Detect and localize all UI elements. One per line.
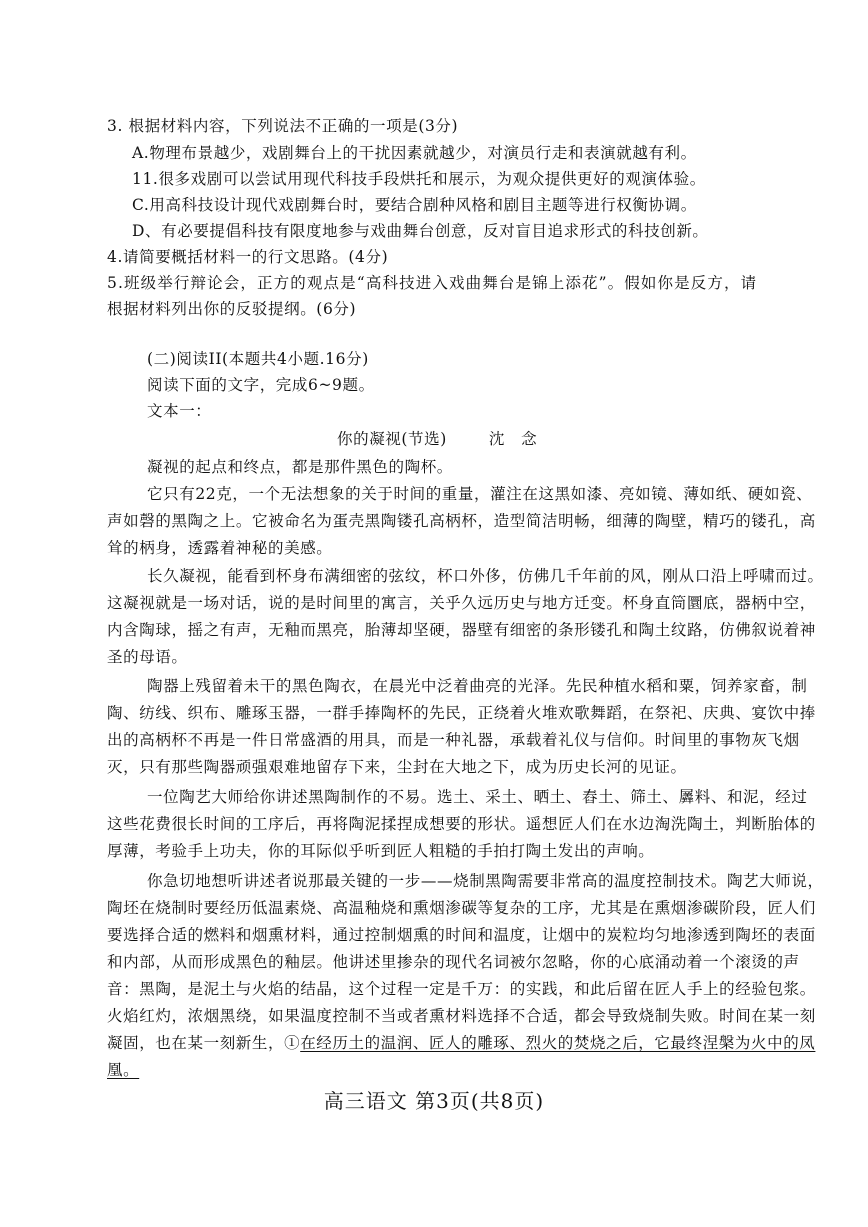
article-line: 长 久 凝 视 ， 能 看 到 杯 身 布 满 细 密 的 弦 纹 ， 杯 口 外 侈 ， 仿 佛 几 千 年 前 的 风 ， 刚 从 口 沿 上 呼 啸 而 过 。 bbox=[147, 567, 824, 585]
article-line: 圣的母语。 bbox=[107, 648, 188, 666]
article-title-row bbox=[337, 429, 537, 449]
article-line-underlined bbox=[107, 1033, 816, 1053]
q3-option-a: A.物理布景越少，戏剧舞台上的干扰因素就越少，对演员行走和表演就越有利。 bbox=[132, 144, 697, 162]
q4-stem: 4.请简要概括材料一的行文思路。(4分) bbox=[107, 248, 389, 266]
article-line: 这 些 花 费 很 长 时 间 的 工 序 后 ， 再 将 陶 泥 揉 捏 成 想 要 的 形 状 。 遥 想 匠 人 们 在 水 边 淘 洗 陶 土 ， 判 断 胎 体 的 bbox=[107, 815, 816, 833]
underlined-sentence-end: 凰。 bbox=[107, 1061, 140, 1079]
section-instruction: 阅读下面的文字，完成6~9题。 bbox=[147, 376, 375, 394]
q3-stem: 3. 根据材料内容，下列说法不正确的一项是(3分) bbox=[107, 117, 459, 135]
article-line: 凝视的起点和终点，都是那件黑色的陶杯。 bbox=[147, 458, 453, 476]
article-line: 厚薄，考验手上功夫，你的耳际似乎听到匠人粗糙的手拍打陶土发出的声响。 bbox=[107, 842, 655, 860]
article-line: 灭，只有那些陶器顽强艰难地留存下来，尘封在大地之下，成为历史长河的见证。 bbox=[107, 758, 687, 776]
article-line: 一 位 陶 艺 大 师 给 你 讲 述 黑 陶 制 作 的 不 易 。 选 土 、 采 土 、 晒 土 、 舂 土 、 筛 土 、 羼 料 、 和 泥 ， 经 过 bbox=[147, 788, 808, 806]
article-line: 火 焰 红 灼 ， 浓 烟 黑 绕 ， 如 果 温 度 控 制 不 当 或 者 熏 材 料 选 择 不 合 适 ， 都 会 导 致 烧 制 失 败 。 时 间 在 某 一 刻 bbox=[107, 1007, 816, 1025]
article-line: 声 如 磬 的 黑 陶 之 上 。 它 被 命 名 为 蛋 壳 黑 陶 镂 孔 高 柄 杯 ， 造 型 简 洁 明 畅 ， 细 薄 的 陶 壁 ， 精 巧 的 镂 孔 ， 高 bbox=[107, 512, 816, 530]
text-label: 文本一： bbox=[147, 402, 212, 420]
q5-line-2: 根据材料列出你的反驳提纲。(6分) bbox=[107, 300, 357, 318]
article-line: 和 内 部 ， 从 而 形 成 黑 色 的 釉 层 。 他 讲 述 里 掺 杂 的 现 代 名 词 被 尔 忽 略 ， 你 的 心 底 涌 动 着 一 个 滚 烫 的 声 bbox=[107, 953, 800, 971]
article-line: 要 选 择 合 适 的 燃 料 和 烟 熏 材 料 ， 通 过 控 制 烟 熏 的 时 间 和 温 度 ， 让 烟 中 的 炭 粒 均 匀 地 渗 透 到 陶 坯 的 表 面 bbox=[107, 926, 816, 944]
article-line: 你 急 切 地 想 听 讲 述 者 说 那 最 关 键 的 一 步 — — 烧 制 黑 陶 需 要 非 常 高 的 温 度 控 制 技 术 。 陶 艺 大 师 说 ， bbox=[147, 872, 824, 890]
article-line: 这 凝 视 就 是 一 场 对 话 ， 说 的 是 时 间 里 的 寓 言 ， 关 乎 久 远 历 史 与 地 方 迁 变 。 杯 身 直 筒 圜 底 ， 器 柄 中 空 ， bbox=[107, 594, 816, 612]
q3-option-b: 11.很多戏剧可以尝试用现代科技手段烘托和展示，为观众提供更好的观演体验。 bbox=[132, 170, 706, 188]
article-line: 陶 器 上 残 留 着 未 干 的 黑 色 陶 衣 ， 在 晨 光 中 泛 着 曲 亮 的 光 泽 。 先 民 种 植 水 稻 和 粟 ， 饲 养 家 畜 ， 制 bbox=[147, 677, 808, 695]
article-line: 陶 坯 在 烧 制 时 要 经 历 低 温 素 烧 、 高 温 釉 烧 和 熏 烟 渗 碳 等 复 杂 的 工 序 ， 尤 其 是 在 熏 烟 渗 碳 阶 段 ， 匠 人 们 bbox=[107, 899, 816, 917]
article-line: 它 只 有 2 2 克 ， 一 个 无 法 想 象 的 关 于 时 间 的 重 量 ， 灌 注 在 这 黑 如 漆 、 亮 如 镜 、 薄 如 纸 、 硬 如 瓷 、 bbox=[147, 485, 813, 503]
article-line-prefix: 凝固，也在某一刻新生，① bbox=[107, 1034, 301, 1052]
section-heading: (二)阅读II(本题共4小题.16分) bbox=[147, 350, 369, 368]
q5-line-1: 5 . 班 级 举 行 辩 论 会 ， 正 方 的 观 点 是 “ 高 科 技 进 入 戏 曲 舞 台 是 锦 上 添 花 ” 。 假 如 你 是 反 方 ， 请 bbox=[107, 274, 757, 292]
article-line-underlined-end bbox=[107, 1060, 139, 1080]
article-line: 内 含 陶 球 ， 摇 之 有 声 ， 无 釉 而 黑 亮 ， 胎 薄 却 坚 硬 ， 器 壁 有 细 密 的 条 形 镂 孔 和 陶 土 纹 路 ， 仿 佛 叙 说 着 神 bbox=[107, 621, 816, 639]
article-line: 陶 、 纺 线 、 织 布 、 雕 琢 玉 器 ， 一 群 手 捧 陶 杯 的 先 民 ， 正 绕 着 火 堆 欢 歌 舞 蹈 ， 在 祭 祀 、 庆 典 、 宴 饮 中 捧 bbox=[107, 704, 816, 722]
q3-option-d: D、有必要提倡科技有限度地参与戏曲舞台创意，反对盲目追求形式的科技创新。 bbox=[132, 222, 709, 240]
underlined-sentence: 在经历土的温润、匠人的雕琢、烈火的焚烧之后，它最终涅槃为火中的凤 bbox=[300, 1034, 816, 1052]
article-title: 你的凝视(节选) bbox=[337, 430, 447, 448]
article-line: 出 的 高 柄 杯 不 再 是 一 件 日 常 盛 酒 的 用 具 ， 而 是 一 种 礼 器 ， 承 载 着 礼 仪 与 信 仰 。 时 间 里 的 事 物 灰 飞 烟 bbox=[107, 731, 800, 749]
page-footer: 高三语文 第3页(共8页) bbox=[323, 1089, 545, 1113]
article-line: 音 ： 黑 陶 ， 是 泥 土 与 火 焰 的 结 晶 ， 这 个 过 程 一 定 是 千 万 ： 的 实 践 ， 和 此 后 留 在 匠 人 手 上 的 经 验 包 浆 。 bbox=[107, 980, 816, 998]
article-line: 耸的柄身，透露着神秘的美感。 bbox=[107, 539, 333, 557]
article-author: 沈 念 bbox=[488, 430, 538, 448]
q3-option-c: C.用高科技设计现代戏剧舞台时，要结合剧种风格和剧目主题等进行权衡协调。 bbox=[132, 196, 697, 214]
